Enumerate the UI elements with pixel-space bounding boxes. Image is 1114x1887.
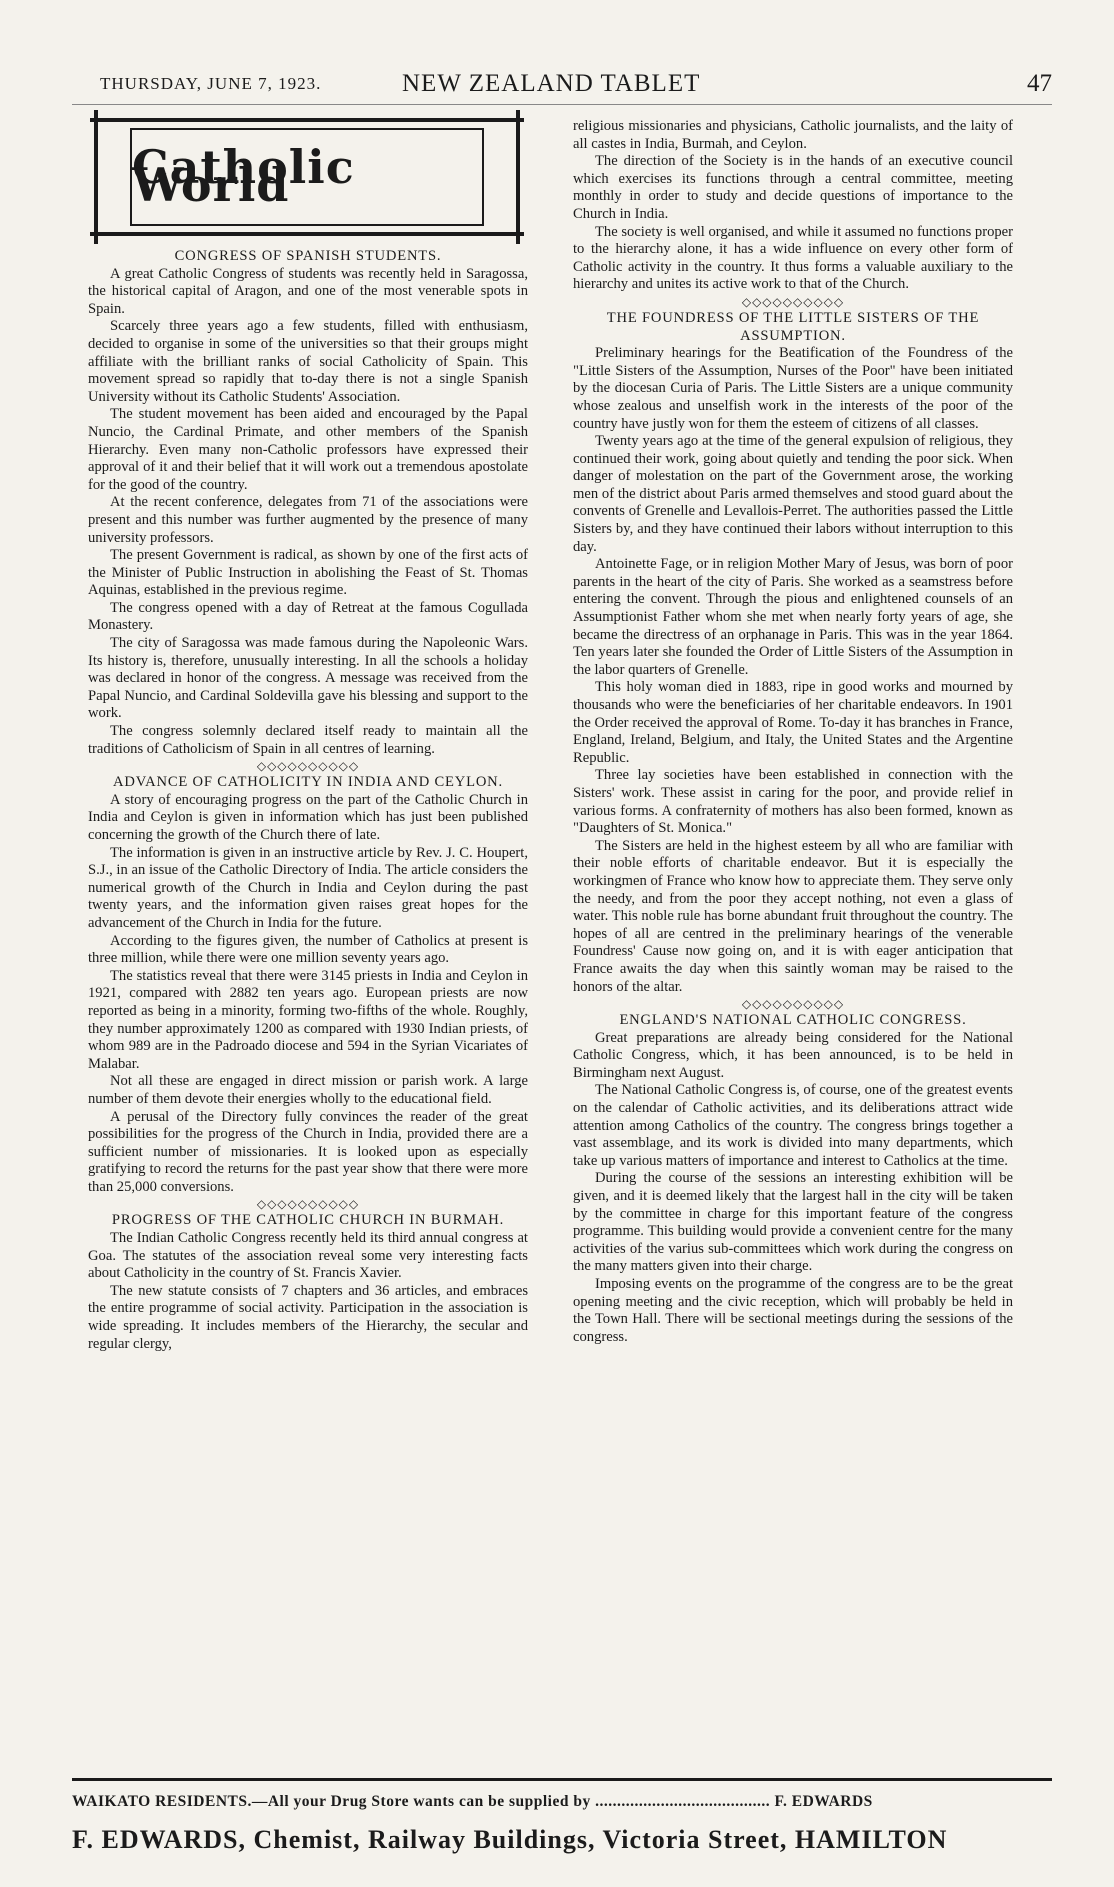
section-title: Catholic World <box>132 140 355 212</box>
paragraph: This holy woman died in 1883, ripe in good works and mourned by thousands who were the beneficiaries of her charitable endeavors. In 1901 the Order received the approval of Rome. To-day it has branches in France, England, Ireland, Belgium, and Italy, the United States and the Argentine Republic. <box>573 679 1013 766</box>
paragraph: Twenty years ago at the time of the general expulsion of religious, they continued their work, going about quietly and tending the poor sick. When danger of molestation on the part of the Government arose, the working men of the district about Paris armed themselves and stood guard about the convents of Grenelle and Levallois-Perret. The authorities passed the Little Sisters by, and they have continued their labors without interruption to this day. <box>573 433 1013 555</box>
paragraph: Imposing events on the programme of the congress are to be the great opening meeting and the civic reception, which will probably be held in the Town Hall. There will be sectional meetings during the sessions of the congress. <box>573 1276 1013 1345</box>
article-heading-england: ENGLAND'S NATIONAL CATHOLIC CONGRESS. <box>619 1012 967 1029</box>
paragraph: The society is well organised, and while it assumed no functions proper to the hierarchy alone, it has a wide influence on every other form of Catholic activity in the country. It thus forms a valuable auxiliary to the hierarchy and unites its active work to that of the Church. <box>573 223 1013 293</box>
paragraph: The city of Saragossa was made famous during the Napoleonic Wars. Its history is, therefore, unusually interesting. In all the schools a holiday was declared in honor of the congress. A message was received from the Papal Nuncio, and Cardinal Soldevilla gave his blessing and support to the work. <box>88 635 528 722</box>
ornament-divider: ◇◇◇◇◇◇◇◇◇◇ <box>741 997 845 1012</box>
article-heading-burmah: PROGRESS OF THE CATHOLIC CHURCH IN BURMAH. <box>111 1212 505 1229</box>
paragraph: The statistics reveal that there were 3145 priests in India and Ceylon in 1921, compared with 2882 ten years ago. European priests are now reported as being in a minority, forming two-fifths of the whole. Roughly, they number approximately 1200 as compared with 1930 Indian priests, of whom 989 are in the Padroado diocese and 594 in the Syrian Vicariates of Malabar. <box>88 967 528 1072</box>
paragraph: The present Government is radical, as shown by one of the first acts of the Minister of Public Instruction in abolishing the Feast of St. Thomas Aquinas, established in the previous regime. <box>88 547 528 599</box>
advert-line-1: WAIKATO RESIDENTS.—All your Drug Store wants can be supplied by ........................................ F. EDWARDS <box>72 1793 873 1810</box>
paragraph: According to the figures given, the number of Catholics at present is three million, while there were one million seventy years ago. <box>88 932 528 967</box>
paragraph-continued: religious missionaries and physicians, Catholic journalists, and the laity of all castes in India, Burmah, and Ceylon. <box>573 118 1013 152</box>
page-number: 47 <box>1027 70 1052 97</box>
paragraph: A great Catholic Congress of students was recently held in Saragossa, the historical capital of Aragon, and one of the most venerable spots in Spain. <box>88 265 528 317</box>
right-column <box>573 118 1013 1346</box>
paragraph: Three lay societies have been established in connection with the Sisters' work. These assist in caring for the poor, and provide relief in various forms. A confraternity of mothers has also been formed, known as "Daughters of St. Monica." <box>573 767 1013 837</box>
section-title-box <box>90 118 524 236</box>
advert-line-2: F. EDWARDS, Chemist, Railway Buildings, Victoria Street, HAMILTON <box>72 1825 948 1854</box>
paragraph: A story of encouraging progress on the part of the Catholic Church in India and Ceylon is given in information which has just been published concerning the growth of the Church there of late. <box>88 791 528 843</box>
article-heading-spain: CONGRESS OF SPANISH STUDENTS. <box>174 248 442 264</box>
paragraph: Antoinette Fage, or in religion Mother Mary of Jesus, was born of poor parents in the heart of the city of Paris. She worked as a seamstress before entering the convent. Through the pious and enlightened counsels of an Assumptionist Father whom she met when nearly forty years of age, she became the directress of an orphanage in Paris. This was in the year 1864. Ten years later she founded the Order of Little Sisters of the Assumption in the labor quarters of Grenelle. <box>573 556 1013 678</box>
paragraph: At the recent conference, delegates from 71 of the associations were present and this number was further augmented by the presence of many university professors. <box>88 494 528 546</box>
page-header <box>72 72 1052 105</box>
paragraph: The Sisters are held in the highest esteem by all who are familiar with their noble efforts of charitable endeavor. But it is especially the workingmen of France who know how to appreciate them. They serve only the needy, and from the poor they accept nothing, not even a glass of water. This noble rule has borne abundant fruit throughout the country. The hopes of all are centred in the preliminary hearings of the venerable Foundress' Cause now going on, and it is with eager anticipation that France awaits the day when this saintly woman may be raised to the honors of the altar. <box>573 837 1013 995</box>
paragraph: Not all these are engaged in direct mission or parish work. A large number of them devote their energies wholly to the educational field. <box>88 1073 528 1107</box>
footer-rule <box>72 1778 1052 1781</box>
paragraph: The direction of the Society is in the hands of an executive council which exercises its functions through a central committee, meeting monthly in order to study and decide questions of importance to the Church in India. <box>573 153 1013 222</box>
paragraph: A perusal of the Directory fully convinces the reader of the great possibilities for the progress of the Church in India, provided there are a sufficient number of missionaries. It is looked upon as especially gratifying to record the returns for the past year show that there were more than 25,000 conversions. <box>88 1108 528 1195</box>
section-title-frame <box>130 128 484 226</box>
article-heading-sisters: THE FOUNDRESS OF THE LITTLE SISTERS OF THE ASSUMPTION. <box>606 309 980 344</box>
paragraph: Great preparations are already being considered for the National Catholic Congress, which, it has been announced, is to be held in Birmingham next August. <box>573 1029 1013 1081</box>
ornament-divider: ◇◇◇◇◇◇◇◇◇◇ <box>741 294 845 309</box>
article-heading-india: ADVANCE OF CATHOLICITY IN INDIA AND CEYLON. <box>113 774 503 791</box>
paragraph: The information is given in an instructive article by Rev. J. C. Houpert, S.J., in an issue of the Catholic Directory of India. The article considers the numerical growth of the Church in India and Ceylon during the past twenty years, and the information given raises great hopes for the advancement of the Church in India for the future. <box>88 844 528 931</box>
paragraph: The new statute consists of 7 chapters and 36 articles, and embraces the entire programme of social activity. Participation in the association is wide spreading. It includes members of the Hierarchy, the secular and regular clergy, <box>88 1282 528 1352</box>
paragraph: The student movement has been aided and encouraged by the Papal Nuncio, the Cardinal Primate, and other members of the Spanish Hierarchy. Even many non-Catholic professors have expressed their approval of it and their belief that it will work out a tremendous apostolate for the good of the country. <box>88 406 528 493</box>
ornament-divider: ◇◇◇◇◇◇◇◇◇◇ <box>256 759 360 774</box>
ornament-divider: ◇◇◇◇◇◇◇◇◇◇ <box>256 1197 360 1212</box>
paragraph: Scarcely three years ago a few students, filled with enthusiasm, decided to organise in some of the universities so that their groups might affiliate with the brilliant ranks of social Catholicity of Spain. This movement spread so rapidly that to-day there is not a single Spanish University without its Catholic Students' Association. <box>88 318 528 405</box>
paragraph: The Indian Catholic Congress recently held its third annual congress at Goa. The statutes of the association reveal some very interesting facts about Catholicity in the country of St. Francis Xavier. <box>88 1230 528 1282</box>
left-column <box>88 118 528 1353</box>
paragraph: The congress opened with a day of Retreat at the famous Cogullada Monastery. <box>88 599 528 634</box>
paragraph: The congress solemnly declared itself ready to maintain all the traditions of Catholicism of Spain in all centres of learning. <box>88 723 528 757</box>
paragraph: During the course of the sessions an interesting exhibition will be given, and it is deemed likely that the largest hall in the city will be taken by the committee in charge for this important feature of the congress programme. This building would provide a convenient centre for the many activities of the varius sub-committees which work during the congress on the many matters given into their charge. <box>573 1170 1013 1275</box>
advertisement-footer <box>72 1778 1052 1855</box>
issue-date: THURSDAY, JUNE 7, 1923. <box>100 74 322 93</box>
paragraph: The National Catholic Congress is, of course, one of the greatest events on the calendar of Catholic activities, and its deliberations attract wide attention among Catholics of the country. The congress brings together a vast assemblage, and its work is divided into many departments, which take up various matters of importance and interest to Catholics at the time. <box>573 1082 1013 1169</box>
newspaper-title: NEW ZEALAND TABLET <box>402 70 701 97</box>
paragraph: Preliminary hearings for the Beatification of the Foundress of the "Little Sisters of the Assumption, Nurses of the Poor" have been initiated by the diocesan Curia of Paris. The Little Sisters are a unique community whose zealous and unselfish work in the interests of the poor of the country have justly won for them the esteem of citizens of all classes. <box>573 345 1013 432</box>
